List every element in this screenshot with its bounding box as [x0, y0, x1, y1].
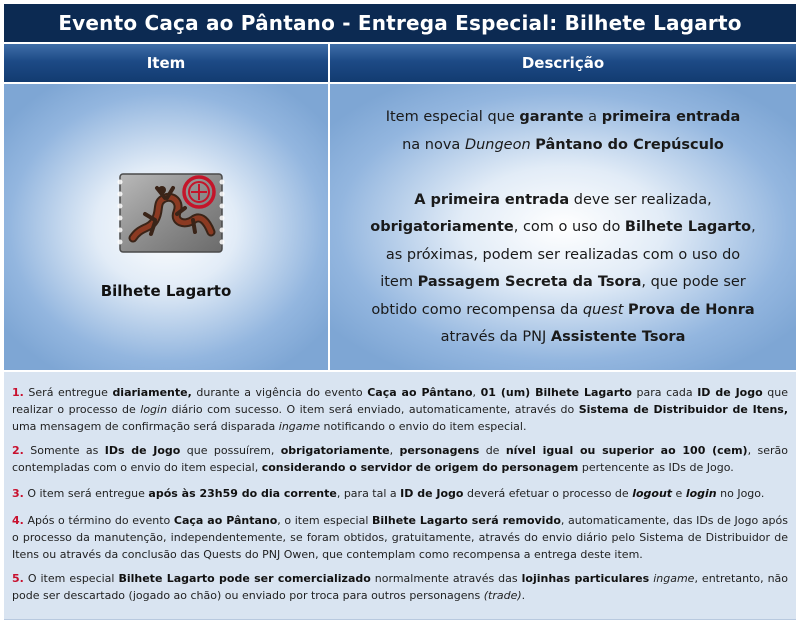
description-line — [330, 242, 796, 270]
rule-italic: (trade) — [483, 589, 522, 602]
rule-italic: ingame — [653, 572, 695, 585]
description-spacer — [330, 159, 796, 187]
rule-text: , o item especial — [277, 514, 372, 527]
rule-text: O item será entregue — [23, 487, 149, 500]
rule-text: , — [472, 386, 481, 399]
rule-text: , para tal a — [336, 487, 401, 500]
rule-emphasis: personagens — [399, 444, 480, 457]
description-line — [330, 297, 796, 325]
description-emphasis: Passagem Secreta da Tsora — [417, 274, 642, 290]
description-emphasis: Prova de Honra — [628, 301, 755, 318]
rule-emphasis: 01 (um) Bilhete Lagarto — [480, 386, 632, 399]
description-line — [330, 132, 796, 160]
rule-item — [12, 512, 788, 563]
rule-item — [12, 570, 788, 604]
rule-emphasis: Caça ao Pântano — [367, 386, 473, 399]
description-line — [330, 269, 796, 297]
description-cell — [330, 84, 796, 370]
rule-emphasis: diariamente, — [112, 386, 192, 399]
description-line — [330, 187, 796, 215]
description-emphasis: garante — [519, 109, 584, 125]
description-text: Item especial que — [385, 109, 520, 125]
rule-text: . — [521, 589, 526, 602]
rule-emphasis: obrigatoriamente — [280, 444, 390, 457]
rule-text: durante a vigência do evento — [191, 386, 368, 399]
rule-italic: login — [140, 403, 168, 416]
item-description — [330, 104, 796, 352]
description-text: na nova — [402, 136, 465, 153]
rule-emphasis-italic: login — [685, 487, 717, 500]
rule-emphasis: Caça ao Pântano — [173, 514, 278, 527]
rule-number: 2. — [12, 444, 24, 457]
rule-text: , automaticamente, das IDs de Jogo após o processo da manutenção, independentemente, se foram obtidos, gratuitamente, através do envio diário pelo Sistema de Distribuidor de Itens ou através da conclusão das Quests do PNJ Owen, que contemplam como recompensa a entrega deste item. — [12, 514, 788, 561]
description-text: , com o uso do — [513, 219, 625, 235]
description-emphasis: Assistente Tsora — [550, 329, 686, 345]
rule-text: , serão contempladas com o envio do item especial, — [12, 444, 788, 474]
description-line — [330, 214, 796, 242]
description-text: a — [583, 109, 602, 125]
description-text: obtido como recompensa da — [371, 301, 583, 318]
table-content-row — [4, 84, 796, 370]
rule-item — [12, 442, 788, 476]
rule-emphasis: após às 23h59 do dia corrente — [148, 487, 337, 500]
description-line — [330, 104, 796, 132]
rule-item — [12, 384, 788, 435]
column-header-description: Descrição — [330, 44, 796, 82]
rules-section — [4, 372, 796, 619]
rule-emphasis: IDs de Jogo — [104, 444, 181, 457]
rule-emphasis: Sistema de Distribuidor de Itens, — [578, 403, 788, 416]
bottom-divider — [4, 619, 796, 620]
description-emphasis: obrigatoriamente — [370, 219, 514, 235]
item-name: Bilhete Lagarto — [100, 282, 232, 300]
rule-emphasis-italic: logout — [632, 487, 673, 500]
description-line — [330, 324, 796, 352]
rule-number: 4. — [12, 514, 24, 527]
description-text: item — [380, 274, 418, 290]
rule-emphasis: nível igual ou superior ao 100 (cem) — [505, 444, 748, 457]
rule-number: 5. — [12, 572, 24, 585]
page-title: Evento Caça ao Pântano - Entrega Especial: Bilhete Lagarto — [4, 4, 796, 42]
rule-emphasis: ID de Jogo — [400, 487, 464, 500]
rule-text: de — [479, 444, 506, 457]
description-emphasis: Bilhete Lagarto — [624, 219, 752, 235]
description-text: as próximas, podem ser realizadas com o uso do — [385, 246, 741, 263]
rule-emphasis: ID de Jogo — [697, 386, 763, 399]
description-emphasis: A primeira entrada — [414, 191, 570, 208]
rule-emphasis: Bilhete Lagarto pode ser comercializado — [118, 572, 371, 585]
rule-text: que realizar o processo de — [12, 386, 788, 416]
table-header-row — [4, 44, 796, 82]
rule-text: Após o término do evento — [23, 514, 174, 527]
rule-text: , — [389, 444, 400, 457]
description-italic: Dungeon — [464, 136, 531, 153]
description-text: deve ser realizada, — [569, 191, 712, 208]
rule-text: no Jogo. — [716, 487, 765, 500]
description-text: , que pode ser — [641, 274, 746, 290]
rule-emphasis: considerando o servidor de origem do personagem — [261, 461, 579, 474]
rule-emphasis: Bilhete Lagarto será removido — [372, 514, 561, 527]
rule-text: notificando o envio do item especial. — [320, 420, 527, 433]
rule-text: , entretanto, não pode ser descartado (jogado ao chão) ou enviado por troca para outros personagens — [12, 572, 789, 602]
rule-text: que possuírem, — [180, 444, 281, 457]
rule-text: O item especial — [23, 572, 119, 585]
rule-italic: ingame — [278, 420, 321, 433]
rule-text: Será entregue — [23, 386, 113, 399]
item-cell — [4, 84, 328, 370]
description-emphasis: Pântano do Crepúsculo — [535, 136, 724, 153]
rule-text: Somente as — [23, 444, 105, 457]
rule-text: e — [672, 487, 686, 500]
rule-number: 3. — [12, 487, 24, 500]
rule-text: para cada — [631, 386, 698, 399]
description-italic: quest — [582, 301, 624, 318]
rule-emphasis: lojinhas particulares — [521, 572, 650, 585]
rule-text: pertencente as IDs de Jogo. — [578, 461, 734, 474]
rule-text: normalmente através das — [370, 572, 522, 585]
description-emphasis: primeira entrada — [601, 109, 741, 125]
description-text: através da PNJ — [440, 329, 551, 345]
rule-text: diário com sucesso. O item será enviado, automaticamente, através do — [167, 403, 579, 416]
rule-item — [12, 485, 788, 502]
column-header-item: Item — [4, 44, 328, 82]
rule-number: 1. — [12, 386, 24, 399]
lizard-ticket-icon — [115, 168, 227, 258]
description-text: , — [751, 219, 756, 235]
rule-text: deverá efetuar o processo de — [463, 487, 633, 500]
rule-text: uma mensagem de confirmação será disparada — [12, 420, 279, 433]
